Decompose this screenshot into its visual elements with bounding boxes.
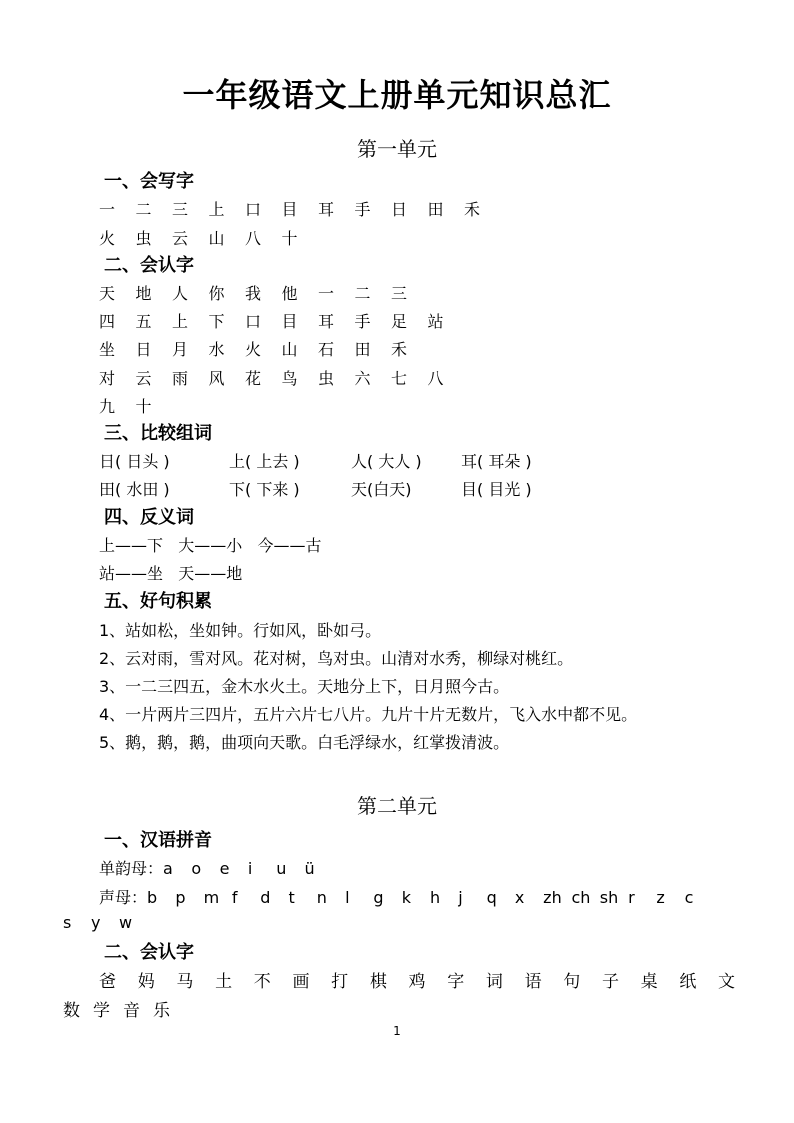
character: 手: [354, 312, 371, 331]
pinyin-letter: p: [175, 888, 186, 907]
pinyin-letter: x: [514, 888, 525, 907]
character: 土: [215, 972, 233, 992]
pinyin-letter: h: [429, 888, 441, 907]
pinyin-letter: s: [63, 913, 72, 932]
unit2-recognize-row-2: [63, 996, 183, 1021]
character: 七: [391, 369, 408, 388]
character: 句: [563, 972, 581, 992]
character: 地: [135, 284, 152, 303]
pinyin-letter: u: [276, 859, 287, 878]
character: 十: [281, 229, 298, 248]
character: 学: [93, 1001, 110, 1021]
unit1-recognize-row-1: [99, 281, 428, 304]
unit1-title: 第一单元: [357, 137, 437, 161]
character: 云: [135, 369, 152, 388]
character: 火: [99, 229, 116, 248]
character: 耳: [318, 200, 335, 219]
character: 八: [245, 229, 262, 248]
finals-list: [163, 859, 333, 878]
character: 鸡: [408, 972, 426, 992]
character: 上: [172, 312, 189, 331]
character: 我: [245, 284, 262, 303]
sentence-item-2: 2、云对雨，雪对风。花对树，鸟对虫。山清对水秀，柳绿对桃红。: [99, 649, 574, 668]
character: 你: [208, 284, 225, 303]
character: 禾: [464, 200, 481, 219]
character: 田: [427, 200, 444, 219]
unit2-recognize-row-1: [99, 967, 735, 992]
character: 月: [172, 340, 189, 359]
unit1-write-row-2: [99, 226, 318, 249]
unit1-sentences-heading: 五、好句积累: [104, 591, 212, 612]
unit1-compare-row-1: [99, 449, 532, 472]
compare-item: 耳( 耳朵 ): [461, 452, 532, 471]
character: 花: [245, 369, 262, 388]
initials-label: 声母：: [99, 888, 148, 907]
pinyin-letter: e: [219, 859, 230, 878]
character: 四: [99, 312, 116, 331]
pinyin-letter: sh: [599, 888, 619, 907]
character: 足: [391, 312, 408, 331]
character: 火: [245, 340, 262, 359]
compare-item: 目( 目光 ): [461, 480, 532, 499]
character: 山: [281, 340, 298, 359]
character: 上: [208, 200, 225, 219]
initials-list-continued: [63, 913, 147, 932]
character: 画: [292, 972, 310, 992]
character: 八: [427, 369, 444, 388]
character: 鸟: [281, 369, 298, 388]
character: 石: [318, 340, 335, 359]
pinyin-letter: g: [373, 888, 384, 907]
pinyin-letter: i: [247, 859, 253, 878]
character: 日: [391, 200, 408, 219]
character: 目: [281, 312, 298, 331]
character: 字: [447, 972, 465, 992]
character: 雨: [172, 369, 189, 388]
character: 五: [135, 312, 152, 331]
finals-label: 单韵母：: [99, 859, 164, 878]
pinyin-letter: j: [458, 888, 463, 907]
unit1-antonyms-row-1: 上——下 大——小 今——古: [99, 536, 322, 555]
character: 一: [318, 284, 335, 303]
character: 水: [208, 340, 225, 359]
character: 田: [354, 340, 371, 359]
unit1-antonyms-row-2: 站——坐 天——地: [99, 564, 243, 583]
character: 乐: [153, 1001, 170, 1021]
pinyin-letter: b: [147, 888, 158, 907]
character: 口: [245, 312, 262, 331]
unit1-recognize-row-3: [99, 337, 428, 360]
character: 日: [135, 340, 152, 359]
compare-item: 日( 日头 ): [99, 452, 170, 471]
character: 人: [172, 284, 189, 303]
compare-item: 下( 下来 ): [229, 480, 300, 499]
character: 数: [63, 1001, 80, 1021]
unit1-write-row-1: [99, 197, 501, 220]
pinyin-letter: a: [163, 859, 173, 878]
character: 虫: [318, 369, 335, 388]
character: 坐: [99, 340, 116, 359]
compare-item: 天(白天): [351, 480, 412, 499]
character: 目: [281, 200, 298, 219]
character: 站: [427, 312, 444, 331]
character: 十: [135, 397, 152, 416]
pinyin-letter: t: [288, 888, 295, 907]
finals-row: [99, 856, 333, 879]
unit1-recognize-row-4: [99, 366, 464, 389]
unit1-antonyms-heading: 四、反义词: [104, 507, 194, 528]
character: 文: [718, 972, 735, 992]
page-number: 1: [393, 1024, 401, 1038]
pinyin-letter: n: [316, 888, 327, 907]
unit1-recognize-row-2: [99, 309, 464, 332]
pinyin-letter: f: [231, 888, 238, 907]
character: 妈: [137, 972, 155, 992]
pinyin-letter: k: [401, 888, 411, 907]
initials-row: [99, 885, 713, 908]
pinyin-letter: zh: [543, 888, 562, 907]
unit1-compare-row-2: [99, 477, 532, 500]
character: 三: [172, 200, 189, 219]
pinyin-letter: z: [656, 888, 665, 907]
unit1-recognize-heading: 二、会认字: [104, 255, 194, 276]
document-title: 一年级语文上册单元知识总汇: [182, 76, 612, 114]
sentence-item-4: 4、一片两片三四片，五片六片七八片。九片十片无数片，飞入水中都不见。: [99, 705, 638, 724]
unit2-title: 第二单元: [357, 794, 437, 818]
sentence-item-1: 1、站如松，坐如钟。行如风，卧如弓。: [99, 621, 382, 640]
unit2-pinyin-heading: 一、汉语拼音: [104, 830, 212, 851]
pinyin-letter: c: [684, 888, 694, 907]
pinyin-letter: m: [203, 888, 220, 907]
character: 语: [524, 972, 542, 992]
character: 二: [354, 284, 371, 303]
pinyin-letter: d: [260, 888, 271, 907]
character: 桌: [640, 972, 658, 992]
character: 手: [354, 200, 371, 219]
character: 马: [176, 972, 194, 992]
compare-item: 上( 上去 ): [229, 452, 300, 471]
character: 三: [391, 284, 408, 303]
character: 六: [354, 369, 371, 388]
compare-item: 人( 大人 ): [351, 452, 422, 471]
pinyin-letter: y: [91, 913, 101, 932]
character: 二: [135, 200, 152, 219]
initials-list: [147, 888, 713, 907]
character: 词: [485, 972, 503, 992]
character: 禾: [391, 340, 408, 359]
character: 爸: [99, 972, 116, 992]
pinyin-letter: q: [486, 888, 497, 907]
character: 下: [208, 312, 225, 331]
character: 虫: [135, 229, 152, 248]
pinyin-letter: w: [119, 913, 133, 932]
character: 子: [601, 972, 619, 992]
character: 他: [281, 284, 298, 303]
character: 九: [99, 397, 116, 416]
sentence-item-3: 3、一二三四五，金木水火土。天地分上下，日月照今古。: [99, 677, 510, 696]
character: 天: [99, 284, 116, 303]
character: 不: [253, 972, 271, 992]
character: 风: [208, 369, 225, 388]
pinyin-letter: ch: [571, 888, 591, 907]
character: 云: [172, 229, 189, 248]
character: 打: [331, 972, 349, 992]
character: 音: [123, 1001, 140, 1021]
unit1-recognize-row-5: [99, 394, 172, 417]
compare-item: 田( 水田 ): [99, 480, 170, 499]
character: 山: [208, 229, 225, 248]
character: 纸: [679, 972, 697, 992]
unit1-compare-heading: 三、比较组词: [104, 423, 212, 444]
character: 耳: [318, 312, 335, 331]
unit1-write-heading: 一、会写字: [104, 171, 194, 192]
character: 棋: [369, 972, 387, 992]
character: 对: [99, 369, 116, 388]
pinyin-letter: o: [191, 859, 202, 878]
pinyin-letter: r: [628, 888, 635, 907]
unit2-recognize-heading: 二、会认字: [104, 942, 194, 963]
pinyin-letter: l: [345, 888, 350, 907]
pinyin-letter: ü: [304, 859, 315, 878]
character: 口: [245, 200, 262, 219]
character: 一: [99, 200, 116, 219]
sentence-item-5: 5、鹅，鹅，鹅，曲项向天歌。白毛浮绿水，红掌拨清波。: [99, 733, 510, 752]
